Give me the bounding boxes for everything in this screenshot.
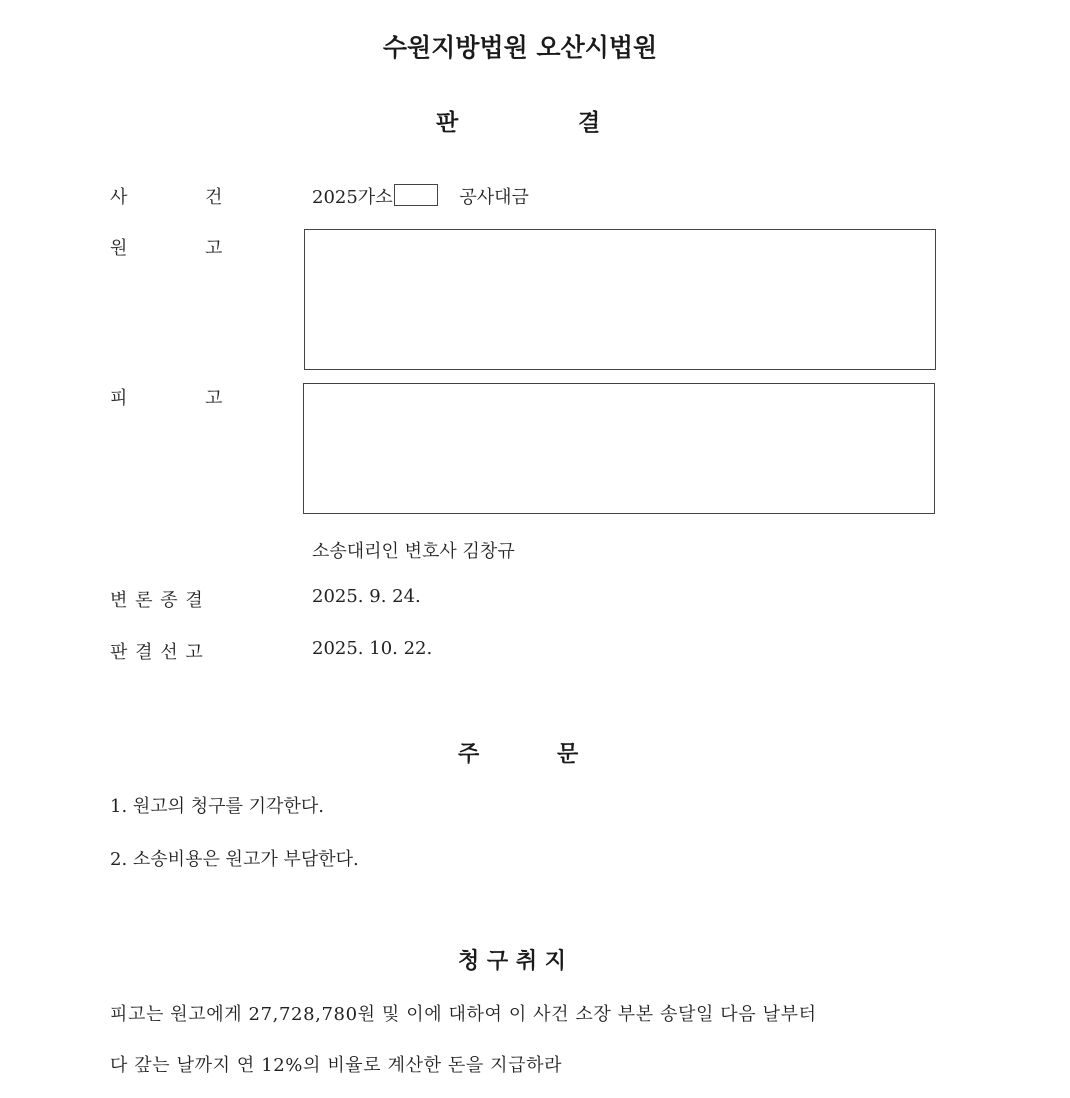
order-title-right: 문 (557, 742, 579, 767)
defendant-redaction-box (303, 383, 935, 514)
claim-line-1: 피고는 원고에게 27,728,780원 및 이에 대하여 이 사건 소장 부본 송달일 다음 날부터 (110, 1004, 817, 1025)
case-number-redaction (394, 184, 438, 206)
case-label-b: 건 (205, 187, 223, 208)
doc-title-left: 판 (436, 110, 459, 136)
judgment-label: 판 결 선 고 (110, 642, 204, 663)
order-item-2: 2. 소송비용은 원고가 부담한다. (110, 849, 359, 870)
case-label-a: 사 (110, 187, 128, 208)
plaintiff-label-b: 고 (205, 238, 223, 259)
doc-title-right: 결 (578, 110, 601, 136)
case-number-prefix: 2025가소 (312, 187, 393, 208)
plaintiff-label-a: 원 (110, 238, 128, 259)
plaintiff-redaction-box (304, 229, 936, 370)
claim-line-2: 다 갚는 날까지 연 12%의 비율로 계산한 돈을 지급하라 (110, 1055, 563, 1076)
defendant-label-a: 피 (110, 388, 128, 409)
claim-title: 청 구 취 지 (458, 949, 566, 974)
order-item-1: 1. 원고의 청구를 기각한다. (110, 796, 324, 817)
closing-label: 변 론 종 결 (110, 590, 204, 611)
defendant-counsel: 소송대리인 변호사 김창규 (312, 541, 515, 562)
defendant-label-b: 고 (205, 388, 223, 409)
case-name: 공사대금 (459, 187, 529, 208)
court-name: 수원지방법원 오산시법원 (382, 33, 658, 62)
order-title-left: 주 (458, 742, 480, 767)
closing-date: 2025. 9. 24. (312, 586, 421, 607)
case-number (312, 183, 529, 209)
judgment-date: 2025. 10. 22. (312, 638, 433, 659)
